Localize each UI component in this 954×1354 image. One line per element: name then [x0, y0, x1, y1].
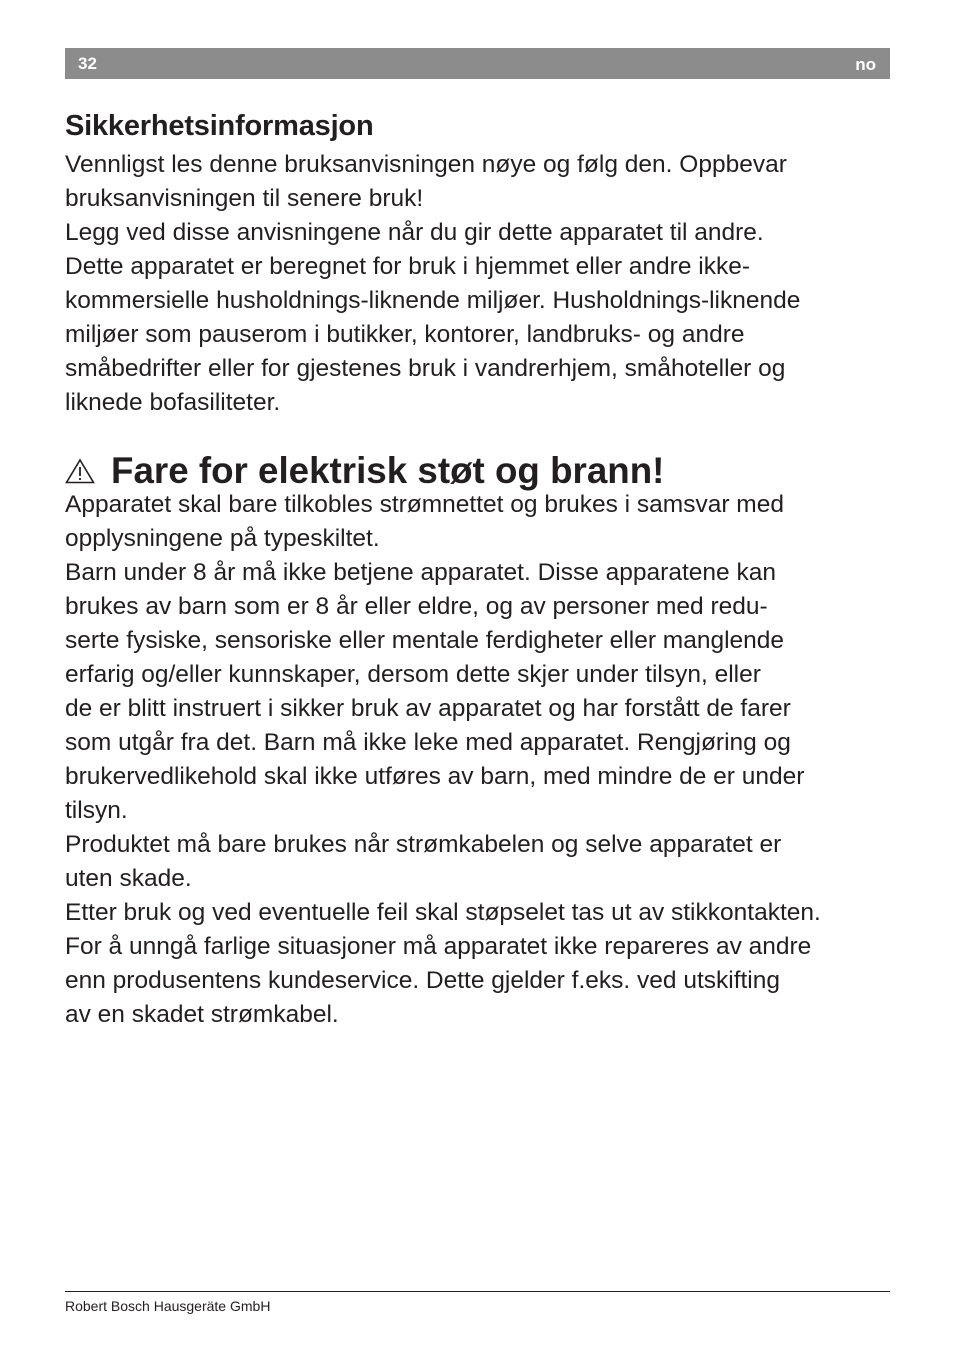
intro-paragraph: Legg ved disse anvisningene når du gir dette apparatet til andre.	[65, 219, 764, 246]
warning-paragraph: Barn under 8 år må ikke betjene apparatet. Disse apparatene kan brukes av barn som er 8 år eller eldre, og av personer med redu- serte fysiske, sensoriske eller mentale ferdigheter eller manglende erfarig og/eller kunnskaper, dersom dette skjer under tilsyn, eller de er blitt instruert i sikker bruk av apparatet og har forstått de farer som utgår fra det. Barn må ikke leke med apparatet. Rengjøring og brukervedlikehold skal ikke utføres av barn, med mindre de er under tilsyn.	[65, 559, 805, 824]
warning-paragraph: Etter bruk og ved eventuelle feil skal støpselet tas ut av stikkontakten.	[65, 899, 821, 926]
intro-paragraph: Dette apparatet er beregnet for bruk i hjemmet eller andre ikke- kommersielle husholdnings-liknende miljøer. Husholdnings-liknende miljøer som pauserom i butikker, kontorer, landbruks- og andre småbedrifter eller for gjestenes bruk i vandrerhjem, småhoteller og liknede bofasiliteter.	[65, 253, 801, 416]
section-title: Sikkerhetsinformasjon	[65, 110, 374, 142]
section-spacer	[65, 420, 905, 454]
footer-divider	[65, 1291, 890, 1292]
main-content	[65, 104, 905, 1032]
warning-heading	[65, 450, 905, 491]
warning-heading-text: Fare for elektrisk støt og brann!	[111, 450, 665, 491]
footer-company: Robert Bosch Hausgeräte GmbH	[65, 1298, 271, 1314]
warning-paragraph: Apparatet skal bare tilkobles strømnettet og brukes i samsvar med opplysningene på typeskiltet.	[65, 491, 784, 552]
intro-paragraph: Vennligst les denne bruksanvisningen nøye og følg den. Oppbevar bruksanvisningen til senere bruk!	[65, 151, 787, 212]
warning-paragraph: For å unngå farlige situasjoner må apparatet ikke repareres av andre enn produsentens kundeservice. Dette gjelder f.eks. ved utskifting av en skadet strømkabel.	[65, 933, 812, 1028]
page-header-bar	[65, 48, 890, 79]
page-number: 32	[78, 54, 97, 73]
warning-triangle-icon	[65, 458, 95, 484]
language-code: no	[855, 55, 876, 74]
warning-paragraph: Produktet må bare brukes når strømkabelen og selve apparatet er uten skade.	[65, 831, 782, 892]
